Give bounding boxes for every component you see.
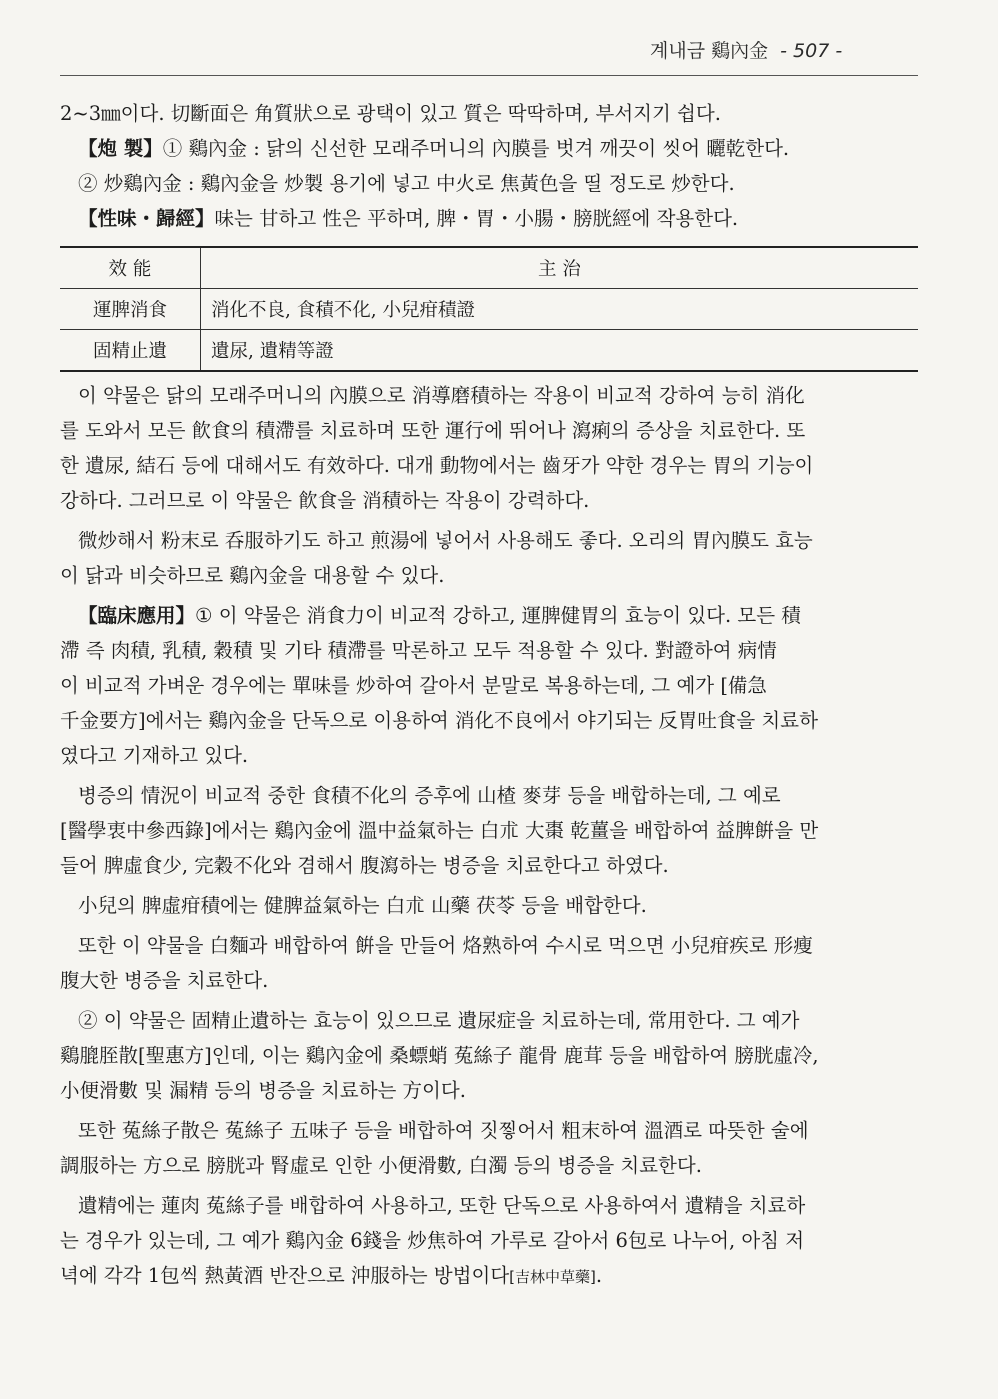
paragraph-line: 들어 脾虛食少, 完穀不化와 겸해서 腹瀉하는 병증을 치료한다고 하였다. [60,854,669,877]
table-cell-indication: 遺尿, 遺精等證 [201,330,919,372]
paragraph-line: 小便滑數 및 漏精 등의 병증을 치료하는 方이다. [60,1079,466,1102]
page-number: - 507 - [780,40,843,62]
paragraph-line: 또한 菟絲子散은 菟絲子 五味子 등을 배합하여 짓찧어서 粗末하여 溫酒로 따뜻한 술에 [78,1119,809,1142]
paragraph-line: 滯 즉 肉積, 乳積, 穀積 및 기타 積滯를 막론하고 모두 적용할 수 있다. 對證하여 病情 [60,639,777,662]
paragraph-line: 微炒해서 粉末로 呑服하기도 하고 煎湯에 넣어서 사용해도 좋다. 오리의 胃內膜도 효능 [78,529,813,552]
processing-line-2: ② 炒鷄內金 : 鷄內金을 炒製 용기에 넣고 中火로 焦黃色을 띨 정도로 炒한다. [78,172,735,195]
paragraph-line: 를 도와서 모든 飮食의 積滯를 치료하며 또한 運行에 뛰어나 瀉痢의 증상을 치료한다. 또 [60,419,806,442]
paragraph-line: 小兒의 脾虛疳積에는 健脾益氣하는 白朮 山藥 茯苓 등을 배합한다. [78,894,647,917]
paragraph-line: 調服하는 方으로 膀胱과 腎虛로 인한 小便滑數, 白濁 등의 병증을 치료한다. [60,1154,702,1177]
paragraph-line: 이 비교적 가벼운 경우에는 單味를 炒하여 갈아서 분말로 복용하는데, 그 예가 [備急 [60,674,767,697]
last-line-end: . [595,1264,603,1287]
source-reference: [吉林中草藥] [509,1268,596,1286]
effects-table [60,246,918,372]
intro-line: 2~3㎜이다. 切斷面은 角質狀으로 광택이 있고 質은 딱딱하며, 부서지기 쉽다. [60,102,721,125]
paragraph-line: 千金要方]에서는 鷄內金을 단독으로 이용하여 消化不良에서 야기되는 反胃吐食을 치료하 [60,709,818,732]
paragraph-line: 腹大한 병증을 치료한다. [60,969,269,992]
paragraph-line: 였다고 기재하고 있다. [60,744,249,767]
paragraph-line: 이 약물은 닭의 모래주머니의 內膜으로 消導磨積하는 작용이 비교적 강하여 능히 消化 [78,384,805,407]
paragraph-line: 병증의 情況이 비교적 중한 食積不化의 증후에 山楂 麥芽 등을 배합하는데, 그 예로 [78,784,781,807]
table-header-row [60,247,918,289]
nature-tag: 【性味・歸經】 [78,207,215,230]
header-rule [60,75,918,76]
paragraph-line: 이 닭과 비슷하므로 鷄內金을 대용할 수 있다. [60,564,445,587]
clinical-line [60,598,918,633]
table-cell-effect: 運脾消食 [60,289,201,330]
paragraph-line: 한 遺尿, 結石 등에 대해서도 有效하다. 대개 動物에서는 齒牙가 약한 경우는 胃의 기능이 [60,454,814,477]
running-header [650,36,920,63]
table-cell-effect: 固精止遺 [60,330,201,372]
paragraph-line: 는 경우가 있는데, 그 예가 鷄內金 6錢을 炒焦하여 가루로 갈아서 6包로 나누어, 아침 저 [60,1229,805,1252]
table-cell-indication: 消化不良, 食積不化, 小兒疳積證 [201,289,919,330]
paragraph-line: 遺精에는 蓮肉 菟絲子를 배합하여 사용하고, 또한 단독으로 사용하여서 遺精을 치료하 [78,1194,806,1217]
last-line-text: 녁에 각각 1包씩 熱黃酒 반잔으로 沖服하는 방법이다 [60,1264,510,1287]
paragraph-line: 강하다. 그러므로 이 약물은 飮食을 消積하는 작용이 강력하다. [60,489,590,512]
processing-text-1: ① 鷄內金 : 닭의 신선한 모래주머니의 內膜를 벗겨 깨끗이 씻어 曬乾한다. [162,137,790,160]
processing-tag: 【炮 製】 [78,137,163,160]
paragraph-line: ② 이 약물은 固精止遺하는 효능이 있으므로 遺尿症을 치료하는데, 常用한다. 그 예가 [78,1009,800,1032]
table-row [60,289,918,330]
nature-text: 味는 甘하고 性은 平하며, 脾・胃・小腸・膀胱經에 작용한다. [214,207,739,230]
paragraph-line-last [60,1258,918,1293]
clinical-text: ① 이 약물은 消食力이 비교적 강하고, 運脾健胃의 효능이 있다. 모든 積 [195,604,801,627]
nature-line [60,201,918,236]
table-header-indication: 主 治 [201,247,919,289]
paragraph-line: 鷄膍胵散[聖惠方]인데, 이는 鷄內金에 桑螵蛸 菟絲子 龍骨 鹿茸 등을 배합하여 膀胱虛冷, [60,1044,819,1067]
processing-line-1 [60,131,918,166]
header-title: 계내금 鷄內金 [650,40,769,62]
table-row [60,330,918,372]
paragraph-line: 또한 이 약물을 白麵과 배합하여 餠을 만들어 烙熟하여 수시로 먹으면 小兒疳疾로 形瘦 [78,934,813,957]
clinical-tag: 【臨床應用】 [78,604,196,627]
table-header-effect: 效 能 [60,247,201,289]
paragraph-line: [醫學衷中參西錄]에서는 鷄內金에 溫中益氣하는 白朮 大棗 乾薑을 배합하여 益脾餠을 만 [60,819,819,842]
page-body [60,96,918,1293]
